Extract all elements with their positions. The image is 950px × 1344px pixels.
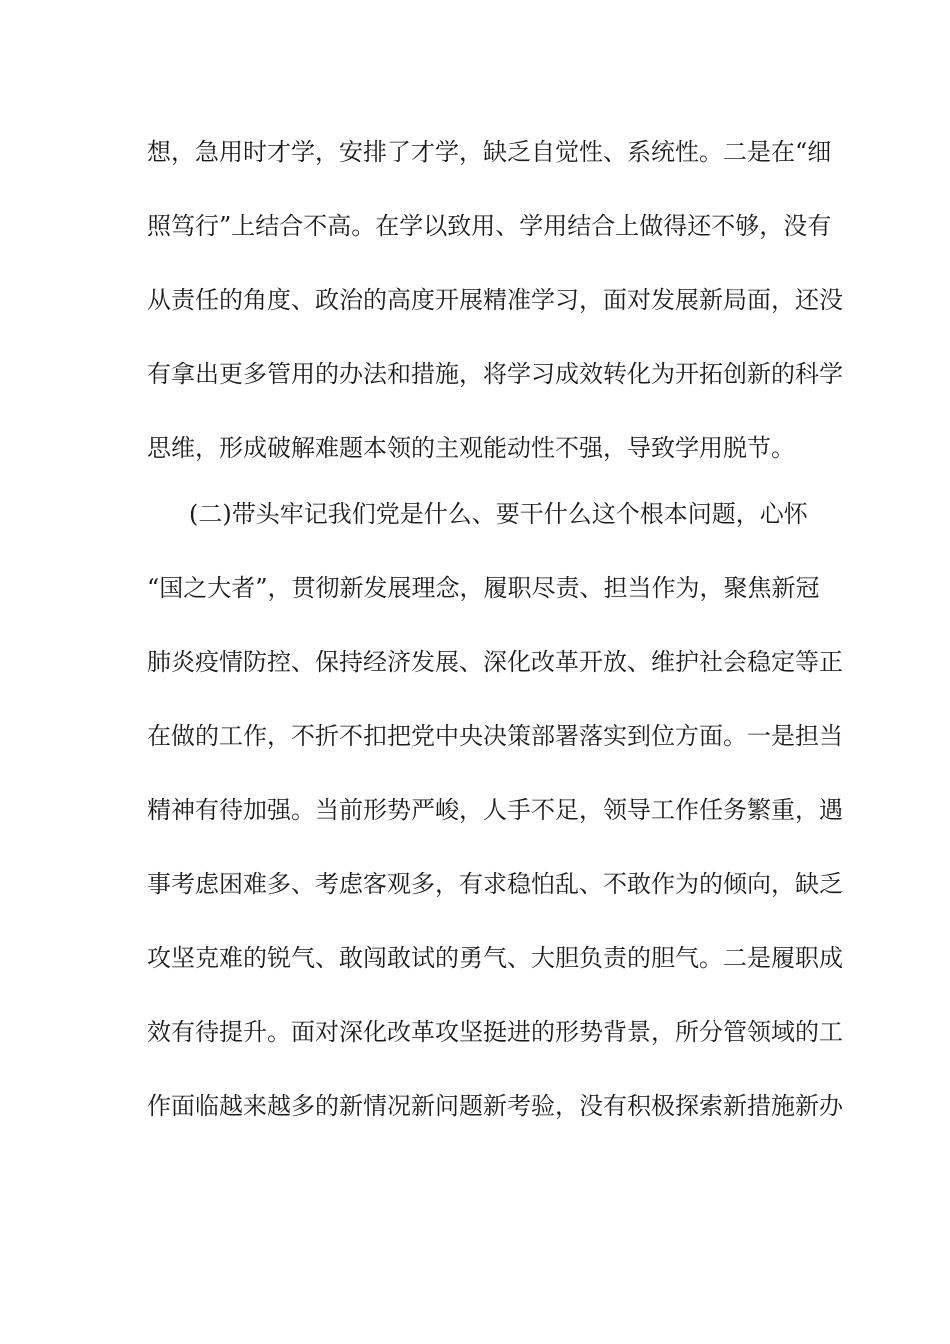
text-line-5: 思维，形成破解难题本领的主观能动性不强，导致学用脱节。 — [147, 434, 795, 462]
text-line-12: 攻坚克难的锐气、敢闯敢试的勇气、大胆负责的胆气。二是履职成 — [147, 944, 843, 972]
text-line-9: 在做的工作，不折不扣把党中央决策部署落实到位方面。一是担当 — [147, 722, 843, 750]
text-line-8: 肺炎疫情防控、保持经济发展、深化改革开放、维护社会稳定等正 — [147, 648, 843, 676]
section-heading-line: (二)带头牢记我们党是什么、要干什么这个根本问题，心怀 — [189, 500, 808, 528]
text-line-13: 效有待提升。面对深化改革攻坚挺进的形势背景，所分管领域的工 — [147, 1018, 843, 1046]
text-line-1: 想，急用时才学，安排了才学，缺乏自觉性、系统性。二是在“细 — [147, 138, 832, 166]
text-line-3: 从责任的角度、政治的高度开展精准学习，面对发展新局面，还没 — [147, 286, 843, 314]
text-line-11: 事考虑困难多、考虑客观多，有求稳怕乱、不敢作为的倾向，缺乏 — [147, 870, 843, 898]
text-line-7: “国之大者”，贯彻新发展理念，履职尽责、担当作为，聚焦新冠 — [147, 574, 820, 602]
text-line-10: 精神有待加强。当前形势严峻，人手不足，领导工作任务繁重，遇 — [147, 796, 843, 824]
text-line-4: 有拿出更多管用的办法和措施，将学习成效转化为开拓创新的科学 — [147, 360, 843, 388]
text-line-14: 作面临越来越多的新情况新问题新考验，没有积极探索新措施新办 — [147, 1092, 843, 1120]
text-line-2: 照笃行”上结合不高。在学以致用、学用结合上做得还不够，没有 — [147, 212, 832, 240]
